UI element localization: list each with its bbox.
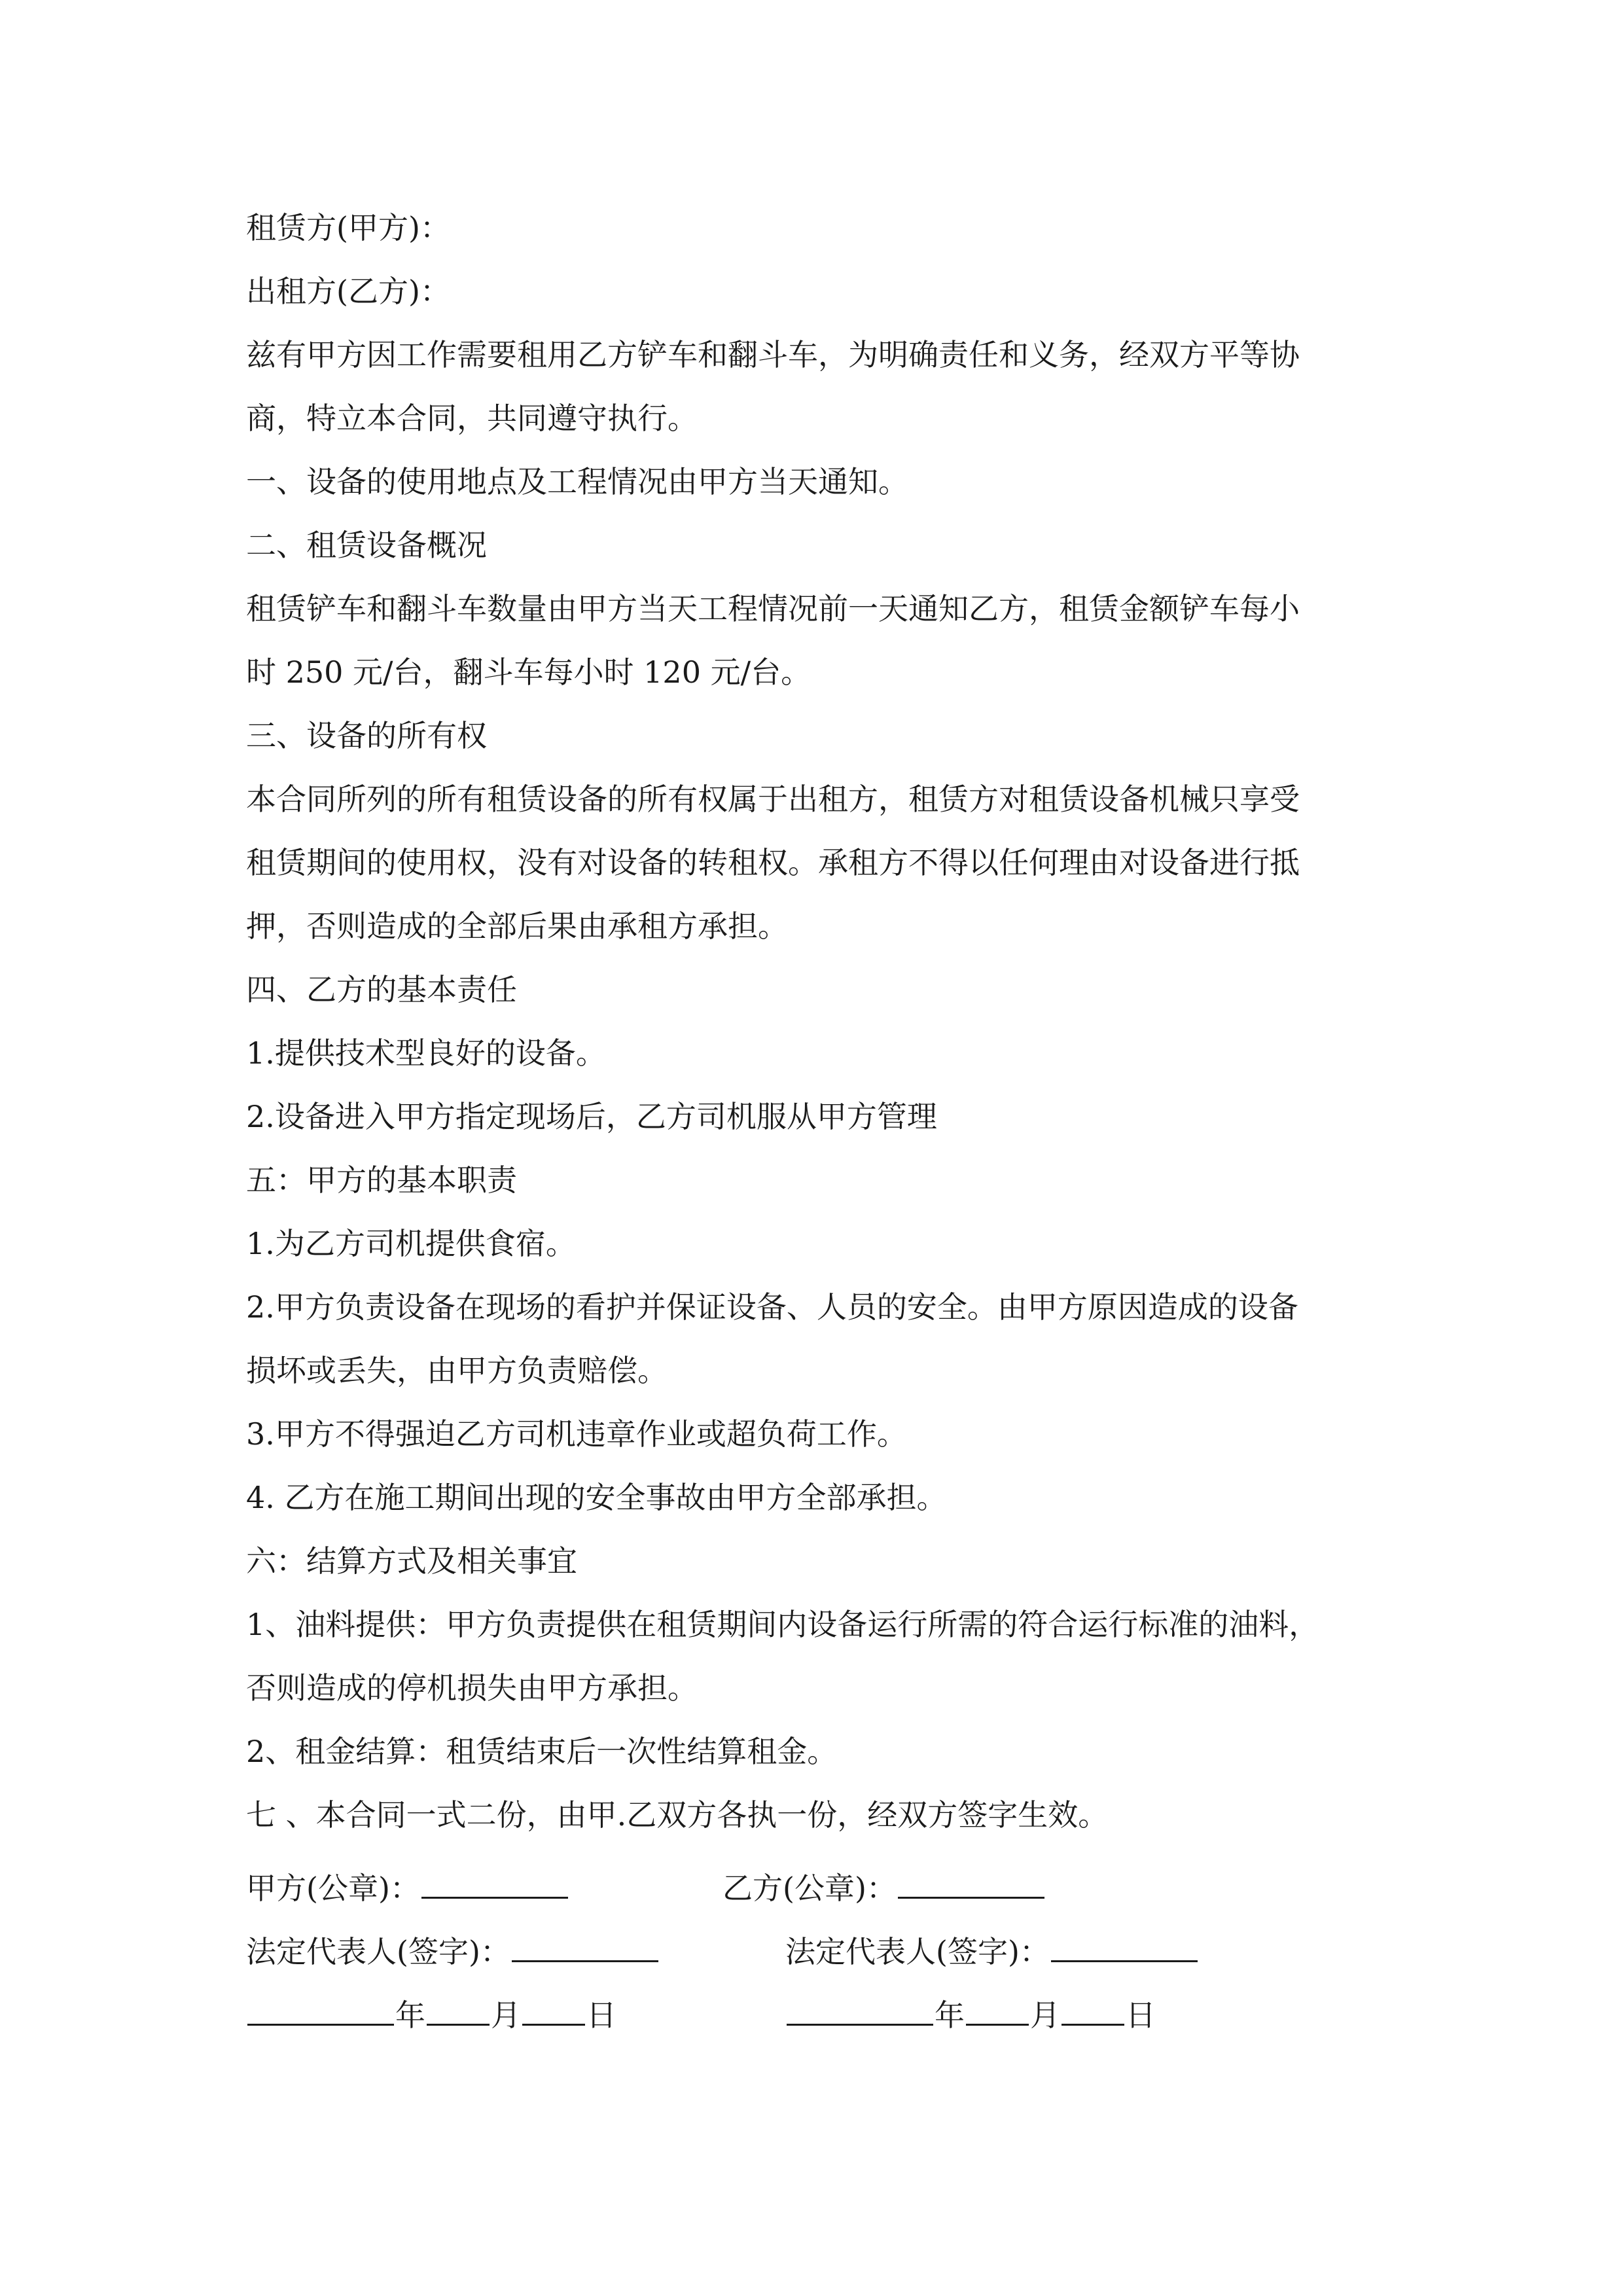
date-a-month-label: 月	[491, 1998, 521, 2033]
party-b-seal-label: 乙方(公章)：	[722, 1871, 897, 1906]
date-a-month-blank[interactable]	[427, 1991, 490, 2026]
date-b	[785, 1984, 1156, 2047]
date-a-year-label: 年	[395, 1998, 425, 2033]
date-a-day-label: 日	[586, 1998, 616, 2033]
date-b-year-blank[interactable]	[787, 1991, 933, 2026]
legal-rep-b-label: 法定代表人(签字)：	[785, 1934, 1050, 1969]
contract-body	[246, 196, 1398, 1847]
section-6-text: 1、油料提供：甲方负责提供在租赁期间内设备运行所需的符合运行标准的油料，	[246, 1607, 1319, 1642]
section-3-text: 押，否则造成的全部后果由承租方承担。	[246, 908, 788, 944]
legal-rep-row	[246, 1920, 1398, 1984]
date-a	[246, 1984, 616, 2047]
party-a-seal-blank[interactable]	[421, 1864, 568, 1899]
legal-rep-a	[246, 1920, 660, 1984]
lessee-line: 租赁方(甲方)：	[246, 210, 450, 245]
section-1: 一、设备的使用地点及工程情况由甲方当天通知。	[246, 464, 908, 499]
section-6-text: 否则造成的停机损失由甲方承担。	[246, 1670, 698, 1706]
section-4-item: 1.提供技术型良好的设备。	[246, 1035, 606, 1071]
seal-row	[246, 1857, 1398, 1920]
date-b-month-blank[interactable]	[966, 1991, 1029, 2026]
section-5-text: 3.甲方不得强迫乙方司机违章作业或超负荷工作。	[246, 1416, 907, 1452]
party-a-seal-label: 甲方(公章)：	[246, 1871, 420, 1906]
party-b-seal-blank[interactable]	[898, 1864, 1044, 1899]
legal-rep-b	[785, 1920, 1199, 1984]
section-3-text: 租赁期间的使用权，没有对设备的转租权。承租方不得以任何理由对设备进行抵	[246, 845, 1300, 880]
party-b-seal	[722, 1857, 1046, 1920]
section-2-text: 租赁铲车和翻斗车数量由甲方当天工程情况前一天通知乙方，租赁金额铲车每小	[246, 591, 1300, 626]
date-b-year-label: 年	[935, 1998, 965, 2033]
legal-rep-b-blank[interactable]	[1051, 1928, 1198, 1962]
section-2-text: 时 250 元/台，翻斗车每小时 120 元/台。	[246, 655, 812, 690]
section-5-text: 2.甲方负责设备在现场的看护并保证设备、人员的安全。由甲方原因造成的设备	[246, 1289, 1298, 1325]
date-a-year-blank[interactable]	[247, 1991, 394, 2026]
date-b-day-label: 日	[1126, 1998, 1156, 2033]
section-5-text: 1.为乙方司机提供食宿。	[246, 1226, 576, 1261]
section-5-title: 五：甲方的基本职责	[246, 1162, 517, 1198]
date-a-day-blank[interactable]	[522, 1991, 585, 2026]
lessor-line: 出租方(乙方)：	[246, 274, 450, 309]
preamble-line: 商，特立本合同，共同遵守执行。	[246, 401, 698, 436]
party-a-seal	[246, 1857, 569, 1920]
preamble-line: 兹有甲方因工作需要租用乙方铲车和翻斗车，为明确责任和义务，经双方平等协	[246, 337, 1300, 372]
date-b-day-blank[interactable]	[1061, 1991, 1124, 2026]
signature-block	[246, 1857, 1398, 2047]
section-7: 七 、本合同一式二份，由甲.乙双方各执一份，经双方签字生效。	[246, 1797, 1109, 1833]
legal-rep-a-label: 法定代表人(签字)：	[246, 1934, 510, 1969]
section-6-title: 六：结算方式及相关事宜	[246, 1543, 577, 1579]
date-b-month-label: 月	[1030, 1998, 1060, 2033]
section-3-title: 三、设备的所有权	[246, 718, 487, 753]
section-4-title: 四、乙方的基本责任	[246, 972, 517, 1007]
date-row	[246, 1984, 1398, 2047]
legal-rep-a-blank[interactable]	[512, 1928, 658, 1962]
section-5-text: 损坏或丢失，由甲方负责赔偿。	[246, 1353, 668, 1388]
section-4-item: 2.设备进入甲方指定现场后，乙方司机服从甲方管理	[246, 1099, 937, 1134]
section-6-text: 2、租金结算：租赁结束后一次性结算租金。	[246, 1734, 838, 1769]
section-5-text: 4. 乙方在施工期间出现的安全事故由甲方全部承担。	[246, 1480, 947, 1515]
section-2-title: 二、租赁设备概况	[246, 528, 487, 563]
section-3-text: 本合同所列的所有租赁设备的所有权属于出租方，租赁方对租赁设备机械只享受	[246, 781, 1300, 817]
